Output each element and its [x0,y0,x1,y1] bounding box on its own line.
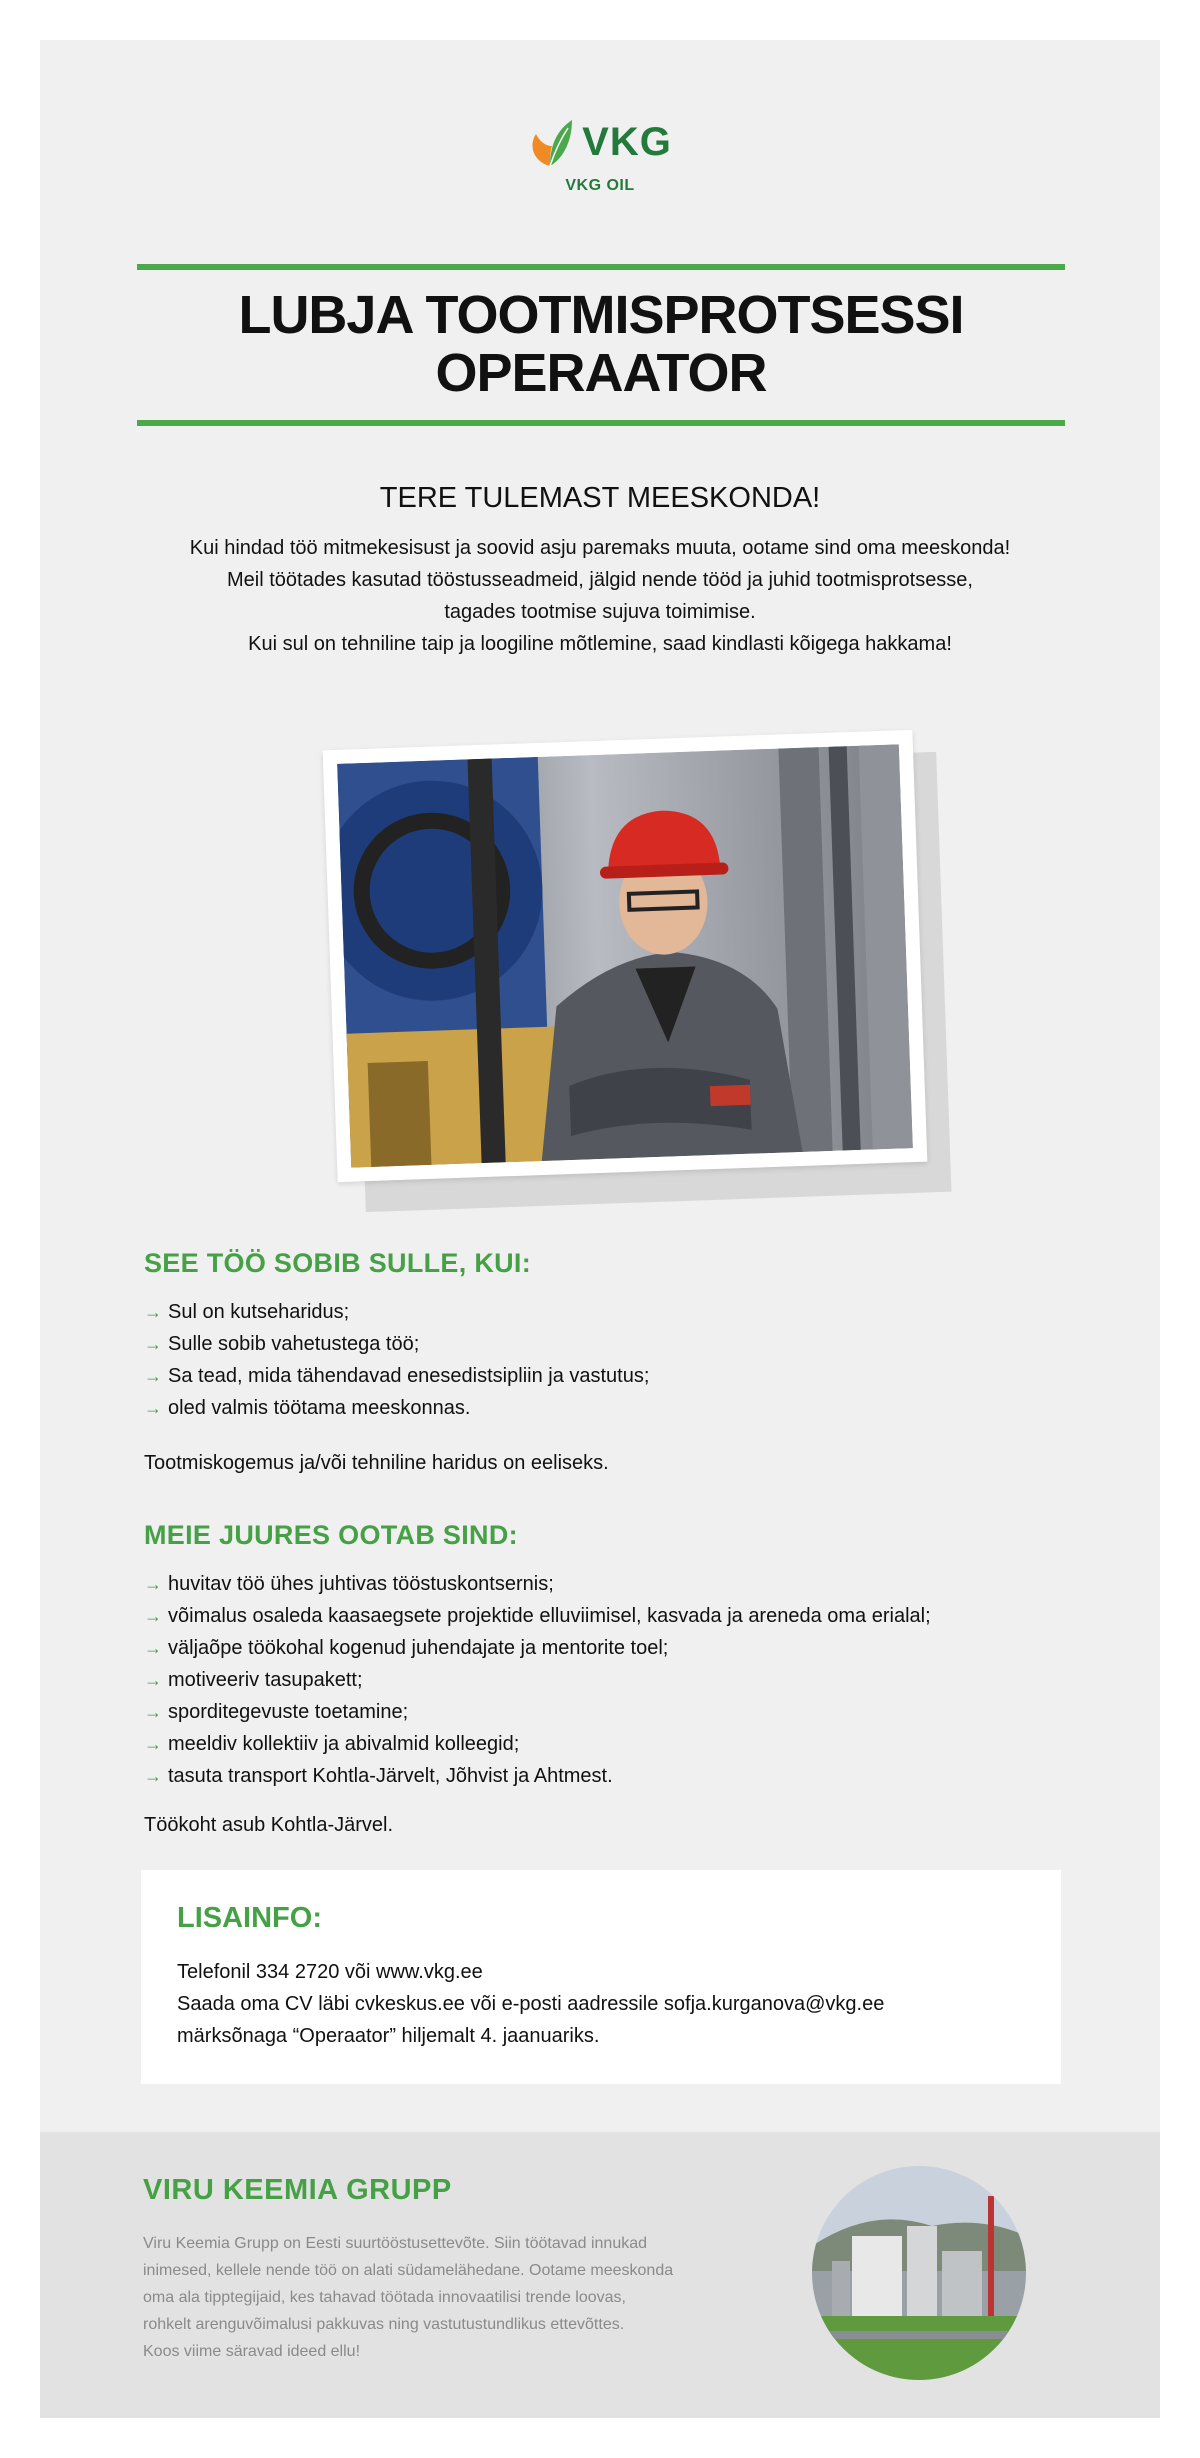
info-line: Saada oma CV läbi cvkeskus.ee või e-posti aadressile sofja.kurganova@vkg.ee [177,1993,885,2015]
suits-heading: SEE TÖÖ SOBIB SULLE, KUI: [144,1248,532,1278]
leaf-logo-icon [528,116,574,168]
arrow-right-icon: → [144,1366,162,1386]
list-item [144,1296,649,1328]
arrow-right-icon: → [144,1670,162,1690]
advantage-note: Tootmiskogemus ja/või tehniline haridus on eeliseks. [144,1452,609,1474]
plant-photo [812,2166,1026,2380]
footer-line: rohkelt arenguvõimalusi pakkuvas ning vastutustundlikus ettevõttes. [143,2316,625,2333]
footer-text [143,2230,763,2365]
info-text [177,1956,884,2052]
job-title-line-1: LUBJA TOOTMISPROTSESSI [238,285,964,345]
list-item [144,1568,931,1600]
company-footer [40,2132,1160,2418]
arrow-right-icon: → [144,1334,162,1354]
intro-line: Meil töötades kasutad tööstusseadmeid, jälgid nende tööd ja juhid tootmisprotsesse, [226,569,973,591]
list-item [144,1696,931,1728]
footer-line: Viru Keemia Grupp on Eesti suurtööstusettevõte. Siin töötavad innukad [143,2235,648,2252]
arrow-right-icon: → [144,1766,162,1786]
list-item [144,1664,931,1696]
intro-text [100,532,1100,660]
list-item [144,1328,649,1360]
offer-list [144,1568,931,1792]
list-item [144,1392,649,1424]
footer-line: Koos viime säravad ideed ellu! [143,2343,361,2360]
logo-brand-text: VKG [582,119,672,164]
industrial-plant-icon [812,2166,1026,2380]
list-item-text: võimalus osaleda kaasaegsete projektide elluviimisel, kasvada ja areneda oma erialal; [168,1605,931,1627]
list-item-text: motiveeriv tasupakett; [168,1669,363,1691]
list-item-text: Sul on kutseharidus; [168,1301,350,1323]
info-line: märksõnaga “Operaator” hiljemalt 4. jaanuariks. [177,2025,600,2047]
list-item [144,1600,931,1632]
intro-line: tagades tootmise sujuva toimimise. [444,601,756,623]
worker-photo [323,730,928,1182]
logo-subtitle: VKG OIL [565,177,635,194]
list-item [144,1728,931,1760]
footer-line: oma ala tipptegijaid, kes tahavad töötada innovaatilisi trende loovas, [143,2289,626,2306]
list-item-text: huvitav töö ühes juhtivas tööstuskontsernis; [168,1573,554,1595]
list-item-text: meeldiv kollektiiv ja abivalmid kolleegid; [168,1733,520,1755]
title-rule-bottom [137,420,1065,426]
list-item-text: oled valmis töötama meeskonnas. [168,1397,471,1419]
list-item [144,1360,649,1392]
arrow-right-icon: → [144,1702,162,1722]
list-item-text: väljaõpe töökohal kogenud juhendajate ja mentorite toel; [168,1637,669,1659]
arrow-right-icon: → [144,1734,162,1754]
location-note: Töökoht asub Kohtla-Järvel. [144,1814,394,1836]
arrow-right-icon: → [144,1638,162,1658]
intro-line: Kui sul on tehniline taip ja loogiline mõtlemine, saad kindlasti kõigega hakkama! [248,633,952,655]
arrow-right-icon: → [144,1302,162,1322]
info-line: Telefonil 334 2720 või www.vkg.ee [177,1961,483,1983]
list-item-text: sporditegevuste toetamine; [168,1701,409,1723]
footer-line: inimesed, kellele nende töö on alati südamelähedane. Ootame meeskonda [143,2262,674,2279]
suits-list [144,1296,649,1424]
arrow-right-icon: → [144,1398,162,1418]
offer-heading: MEIE JUURES OOTAB SIND: [144,1520,518,1550]
intro-line: Kui hindad töö mitmekesisust ja soovid asju paremaks muuta, ootame sind oma meeskonda! [189,537,1011,559]
list-item-text: Sa tead, mida tähendavad enesedistsipliin ja vastutus; [168,1365,650,1387]
welcome-heading: TERE TULEMAST MEESKONDA! [379,482,821,514]
worker-photo-icon [337,744,913,1167]
vkg-logo [40,116,1160,206]
list-item [144,1760,931,1792]
arrow-right-icon: → [144,1606,162,1626]
title-rule-top [137,264,1065,270]
list-item-text: tasuta transport Kohtla-Järvelt, Jõhvist ja Ahtmest. [168,1765,613,1787]
info-box [141,1870,1061,2084]
info-heading: LISAINFO: [177,1902,322,1934]
job-title-line-2: OPERAATOR [435,343,767,403]
job-title [137,286,1065,402]
list-item [144,1632,931,1664]
list-item-text: Sulle sobib vahetustega töö; [168,1333,420,1355]
footer-heading: VIRU KEEMIA GRUPP [143,2174,452,2206]
arrow-right-icon: → [144,1574,162,1594]
job-ad-page [40,40,1160,2418]
